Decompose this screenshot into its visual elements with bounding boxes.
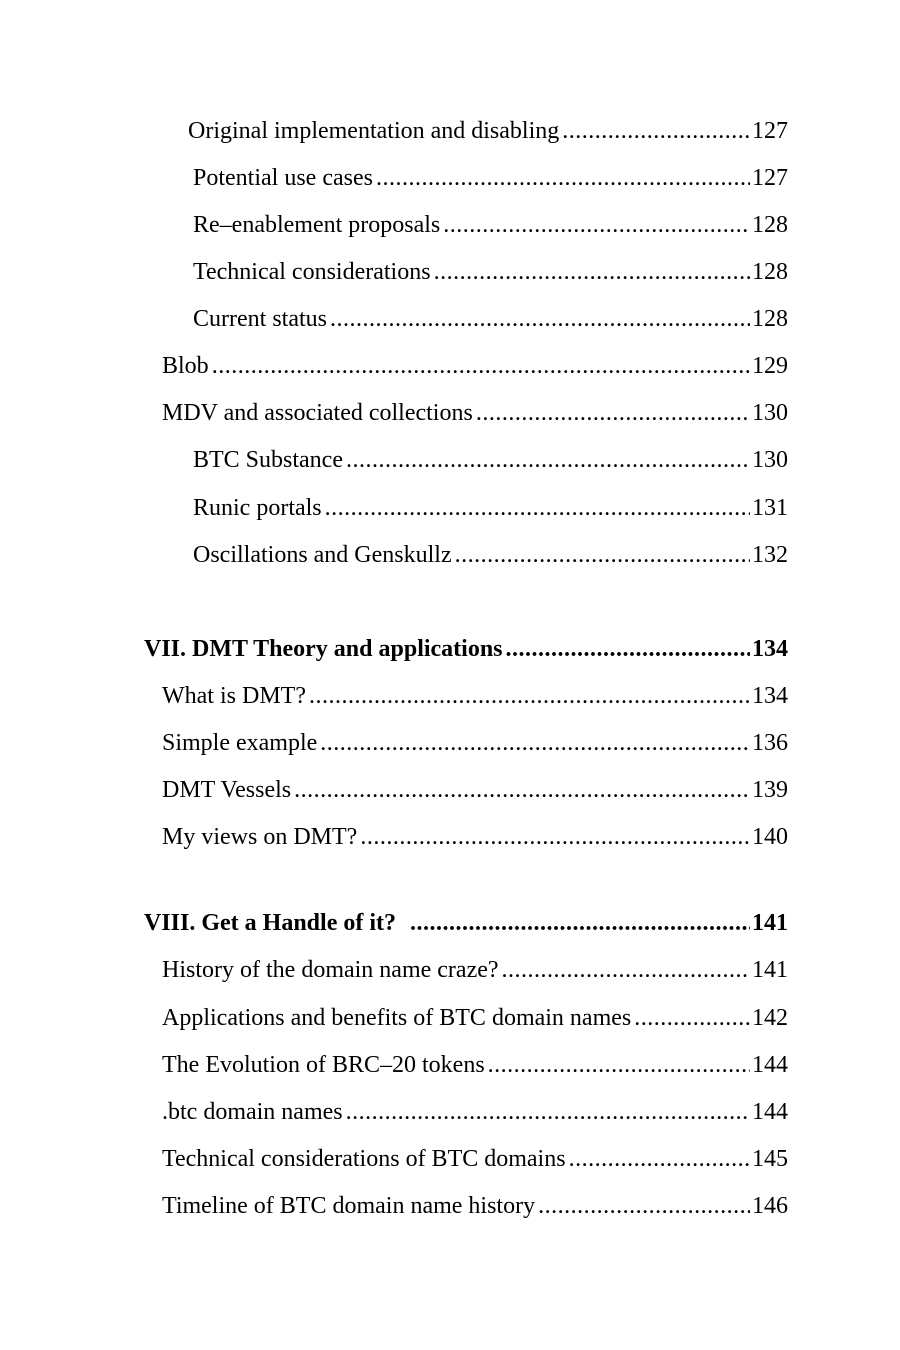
dot-leader (309, 681, 750, 711)
toc-entry-title: The Evolution of BRC–20 tokens (162, 1052, 485, 1078)
toc-entry[interactable] (162, 1144, 788, 1174)
dot-leader (488, 1050, 750, 1080)
toc-entry[interactable] (193, 540, 788, 570)
toc-entry-page: 128 (752, 212, 788, 238)
dot-leader (346, 445, 750, 475)
dot-leader (455, 540, 750, 570)
toc-entry[interactable] (193, 304, 788, 334)
toc-entry[interactable] (162, 822, 788, 852)
toc-entry[interactable] (162, 775, 788, 805)
toc-entry-page: 132 (752, 542, 788, 568)
dot-leader (410, 908, 750, 938)
toc-entry[interactable] (193, 493, 788, 523)
toc-entry-page: 134 (752, 636, 788, 662)
dot-leader (434, 257, 750, 287)
toc-entry-page: 131 (752, 495, 788, 521)
toc-entry-title: .btc domain names (162, 1099, 343, 1125)
toc-entry-page: 127 (752, 165, 788, 191)
toc-entry-page: 140 (752, 824, 788, 850)
toc-entry-page: 139 (752, 777, 788, 803)
dot-leader (294, 775, 750, 805)
dot-leader (360, 822, 750, 852)
toc-entry[interactable] (162, 351, 788, 381)
toc-entry[interactable] (188, 116, 788, 146)
toc-entry-title: DMT Vessels (162, 777, 292, 803)
dot-leader (212, 351, 750, 381)
toc-entry[interactable] (162, 1050, 788, 1080)
dot-leader (634, 1003, 750, 1033)
toc-chapter-entry[interactable] (144, 634, 788, 664)
dot-leader (562, 116, 750, 146)
dot-leader (538, 1191, 750, 1221)
toc-entry[interactable] (162, 955, 788, 985)
toc-entry-title: Oscillations and Genskullz (193, 542, 452, 568)
dot-leader (443, 210, 750, 240)
toc-entry-title: Technical considerations (193, 259, 431, 285)
toc-entry-title: MDV and associated collections (162, 400, 473, 426)
toc-entry-title: BTC Substance (193, 447, 343, 473)
toc-entry-title: History of the domain name craze? (162, 957, 499, 983)
toc-entry-title: Potential use cases (193, 165, 373, 191)
toc-entry[interactable] (162, 1191, 788, 1221)
toc-entry-page: 145 (752, 1146, 788, 1172)
toc-entry-page: 128 (752, 259, 788, 285)
toc-entry[interactable] (162, 398, 788, 428)
dot-leader (330, 304, 750, 334)
dot-leader (376, 163, 750, 193)
toc-entry-title: My views on DMT? (162, 824, 358, 850)
toc-entry-title: Original implementation and disabling (188, 118, 560, 144)
toc-entry-title: VIII. Get a Handle of it? (144, 910, 396, 936)
dot-leader (506, 634, 750, 664)
toc-entry-title: Current status (193, 306, 327, 332)
toc-entry-title: What is DMT? (162, 683, 306, 709)
toc-entry-page: 144 (752, 1052, 788, 1078)
toc-entry-title: Technical considerations of BTC domains (162, 1146, 566, 1172)
toc-entry[interactable] (162, 1003, 788, 1033)
toc-entry-page: 130 (752, 447, 788, 473)
dot-leader (476, 398, 750, 428)
toc-entry-page: 144 (752, 1099, 788, 1125)
toc-entry-page: 141 (752, 957, 788, 983)
toc-entry[interactable] (162, 681, 788, 711)
toc-entry-title: Timeline of BTC domain name history (162, 1193, 536, 1219)
toc-entry[interactable] (162, 1097, 788, 1127)
toc-entry-page: 129 (752, 353, 788, 379)
toc-entry-page: 146 (752, 1193, 788, 1219)
toc-entry-page: 134 (752, 683, 788, 709)
toc-entry[interactable] (193, 445, 788, 475)
toc-entry-page: 136 (752, 730, 788, 756)
toc-entry-title: Re–enablement proposals (193, 212, 441, 238)
toc-entry-page: 130 (752, 400, 788, 426)
toc-entry[interactable] (193, 257, 788, 287)
toc-entry-title: Simple example (162, 730, 318, 756)
toc-entry-title: Runic portals (193, 495, 322, 521)
toc-entry-page: 142 (752, 1005, 788, 1031)
dot-leader (320, 728, 750, 758)
dot-leader (325, 493, 750, 523)
toc-entry[interactable] (162, 728, 788, 758)
toc-entry-page: 127 (752, 118, 788, 144)
dot-leader (346, 1097, 750, 1127)
toc-entry[interactable] (193, 163, 788, 193)
toc-entry-title: Applications and benefits of BTC domain names (162, 1005, 632, 1031)
toc-entry-title: VII. DMT Theory and applications (144, 636, 503, 662)
toc-entry-title: Blob (162, 353, 209, 379)
toc-entry[interactable] (193, 210, 788, 240)
toc-entry-page: 141 (752, 910, 788, 936)
toc-entry-page: 128 (752, 306, 788, 332)
dot-leader (569, 1144, 750, 1174)
dot-leader (502, 955, 750, 985)
toc-chapter-entry[interactable] (144, 908, 788, 938)
